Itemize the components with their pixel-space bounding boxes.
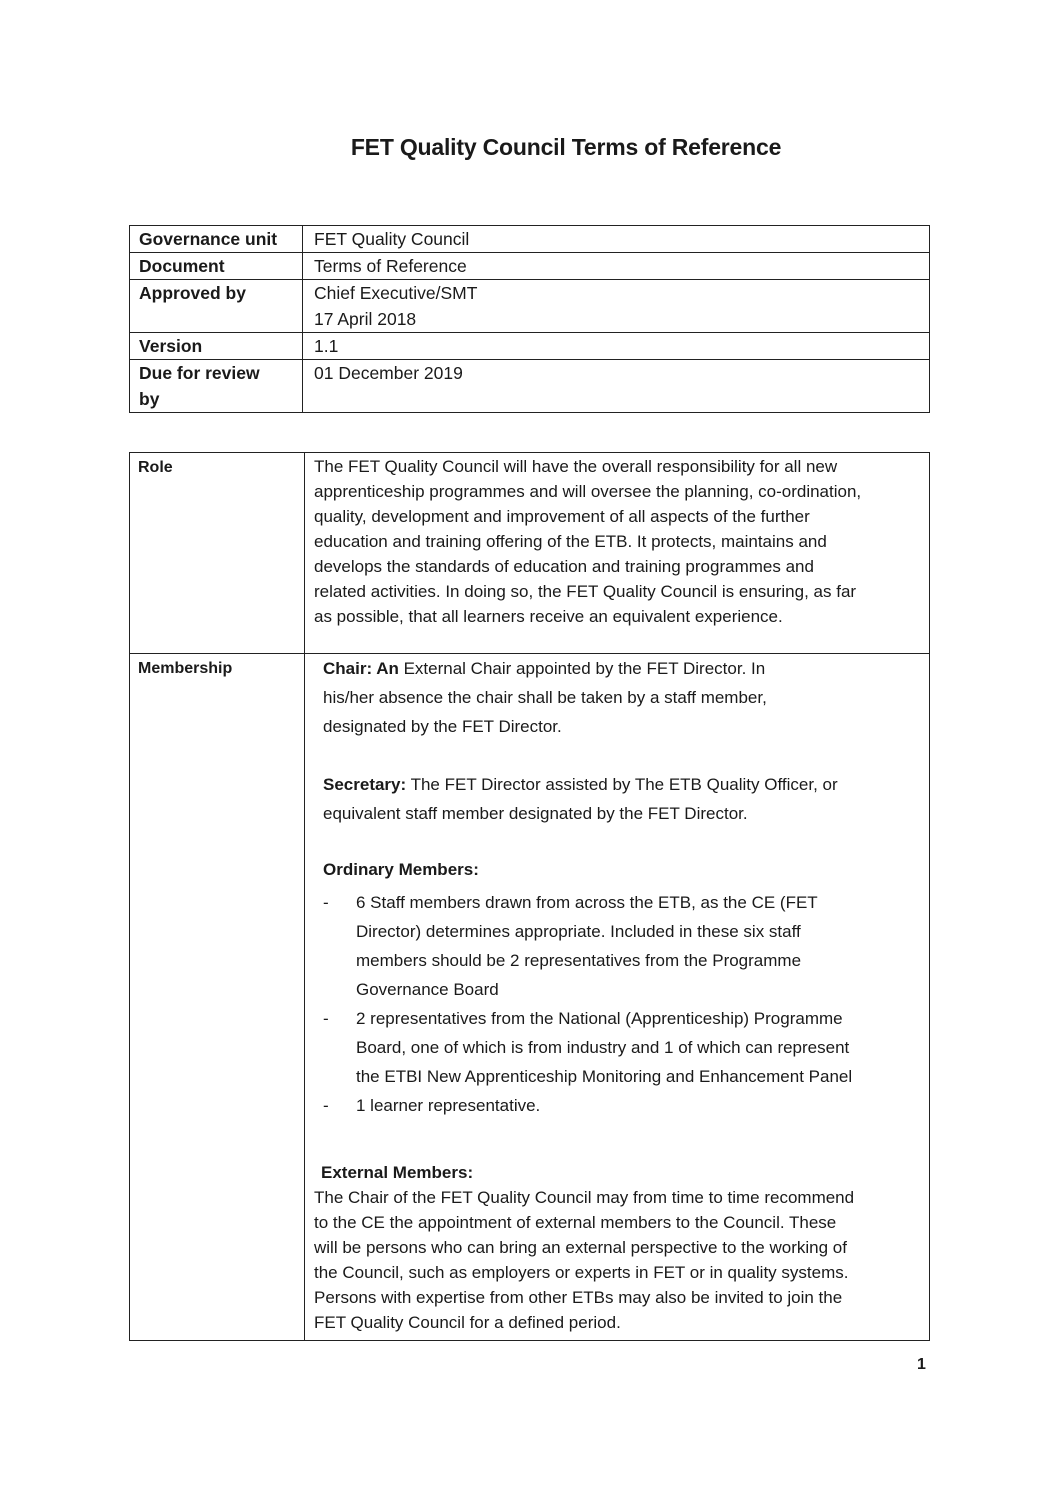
chair-heading: Chair: An <box>323 659 399 678</box>
list-item <box>323 888 933 1004</box>
membership-content <box>305 654 929 1338</box>
bullet-dash: - <box>323 1009 329 1028</box>
metadata-row-version <box>130 333 930 360</box>
chair-line: designated by the FET Director. <box>323 717 562 736</box>
metadata-value <box>303 360 930 413</box>
list-item-line: 1 learner representative. <box>356 1096 541 1115</box>
role-line: as possible, that all learners receive an equivalent experience. <box>314 607 783 626</box>
metadata-row-approved-by <box>130 280 930 333</box>
external-line: Persons with expertise from other ETBs may also be invited to join the <box>314 1288 843 1307</box>
external-members-text <box>305 1185 915 1335</box>
chair-line: his/her absence the chair shall be taken by a staff member, <box>323 688 767 707</box>
list-item <box>323 1004 933 1091</box>
metadata-value <box>303 280 930 333</box>
metadata-key: Version <box>130 333 303 360</box>
metadata-key: Governance unit <box>130 226 303 253</box>
list-item-line: Director) determines appropriate. Included in these six staff <box>356 922 801 941</box>
chair-section <box>323 654 767 741</box>
role-row <box>130 453 930 654</box>
role-description <box>305 453 930 654</box>
external-line: to the CE the appointment of external members to the Council. These <box>314 1213 837 1232</box>
metadata-key-line: by <box>139 389 160 409</box>
metadata-row-due-for-review <box>130 360 930 413</box>
document-title: FET Quality Council Terms of Reference <box>350 134 782 160</box>
list-item <box>323 1091 933 1120</box>
metadata-value-line: Chief Executive/SMT <box>314 283 478 303</box>
metadata-value-line: Terms of Reference <box>314 256 467 276</box>
list-item-line: Board, one of which is from industry and 1 of which can represent <box>356 1038 850 1057</box>
membership-label: Membership <box>130 654 305 1341</box>
metadata-value <box>303 226 930 253</box>
external-members-section <box>305 1160 915 1335</box>
metadata-value-line: 1.1 <box>314 336 339 356</box>
metadata-row-document <box>130 253 930 280</box>
chair-line <box>323 654 767 683</box>
role-line: education and training offering of the ETB. It protects, maintains and <box>314 532 827 551</box>
external-line: the Council, such as employers or experts in FET or in quality systems. <box>314 1263 849 1282</box>
role-line: develops the standards of education and training programmes and <box>314 557 814 576</box>
role-line: related activities. In doing so, the FET Quality Council is ensuring, as far <box>314 582 857 601</box>
secretary-line <box>323 770 838 799</box>
membership-description <box>305 654 930 1341</box>
list-item-line: Governance Board <box>356 980 499 999</box>
ordinary-members-heading: Ordinary Members: <box>323 860 479 879</box>
secretary-section <box>323 770 838 828</box>
metadata-row-governance-unit <box>130 226 930 253</box>
role-line: quality, development and improvement of all aspects of the further <box>314 507 810 526</box>
metadata-value-line: FET Quality Council <box>314 229 470 249</box>
metadata-key <box>130 360 303 413</box>
metadata-value-line: 01 December 2019 <box>314 363 463 383</box>
document-metadata-table <box>129 225 930 413</box>
terms-table <box>129 452 930 1341</box>
secretary-line: equivalent staff member designated by the FET Director. <box>323 804 748 823</box>
chair-text: External Chair appointed by the FET Director. In <box>398 659 766 678</box>
list-item-line: 6 Staff members drawn from across the ETB, as the CE (FET <box>356 893 818 912</box>
list-item-line: 2 representatives from the National (Apprenticeship) Programme <box>356 1009 843 1028</box>
external-members-heading: External Members: <box>321 1163 474 1182</box>
metadata-key-line: Due for review <box>139 363 260 383</box>
metadata-key: Approved by <box>130 280 303 333</box>
role-label: Role <box>130 453 305 654</box>
list-item-line: members should be 2 representatives from the Programme <box>356 951 802 970</box>
external-line: will be persons who can bring an external perspective to the working of <box>314 1238 847 1257</box>
ordinary-members-list <box>323 888 933 1120</box>
list-item-line: the ETBI New Apprenticeship Monitoring and Enhancement Panel <box>356 1067 853 1086</box>
metadata-value-line: 17 April 2018 <box>314 309 417 329</box>
bullet-dash: - <box>323 893 329 912</box>
secretary-heading: Secretary: <box>323 775 407 794</box>
external-line: FET Quality Council for a defined period. <box>314 1313 621 1332</box>
bullet-dash: - <box>323 1096 329 1115</box>
external-line: The Chair of the FET Quality Council may from time to time recommend <box>314 1188 855 1207</box>
metadata-value <box>303 333 930 360</box>
metadata-value <box>303 253 930 280</box>
role-line: apprenticeship programmes and will oversee the planning, co-ordination, <box>314 482 862 501</box>
secretary-text: The FET Director assisted by The ETB Quality Officer, or <box>406 775 838 794</box>
role-line: The FET Quality Council will have the overall responsibility for all new <box>314 457 838 476</box>
page-number: 1 <box>917 1356 926 1373</box>
membership-row <box>130 654 930 1341</box>
metadata-key: Document <box>130 253 303 280</box>
